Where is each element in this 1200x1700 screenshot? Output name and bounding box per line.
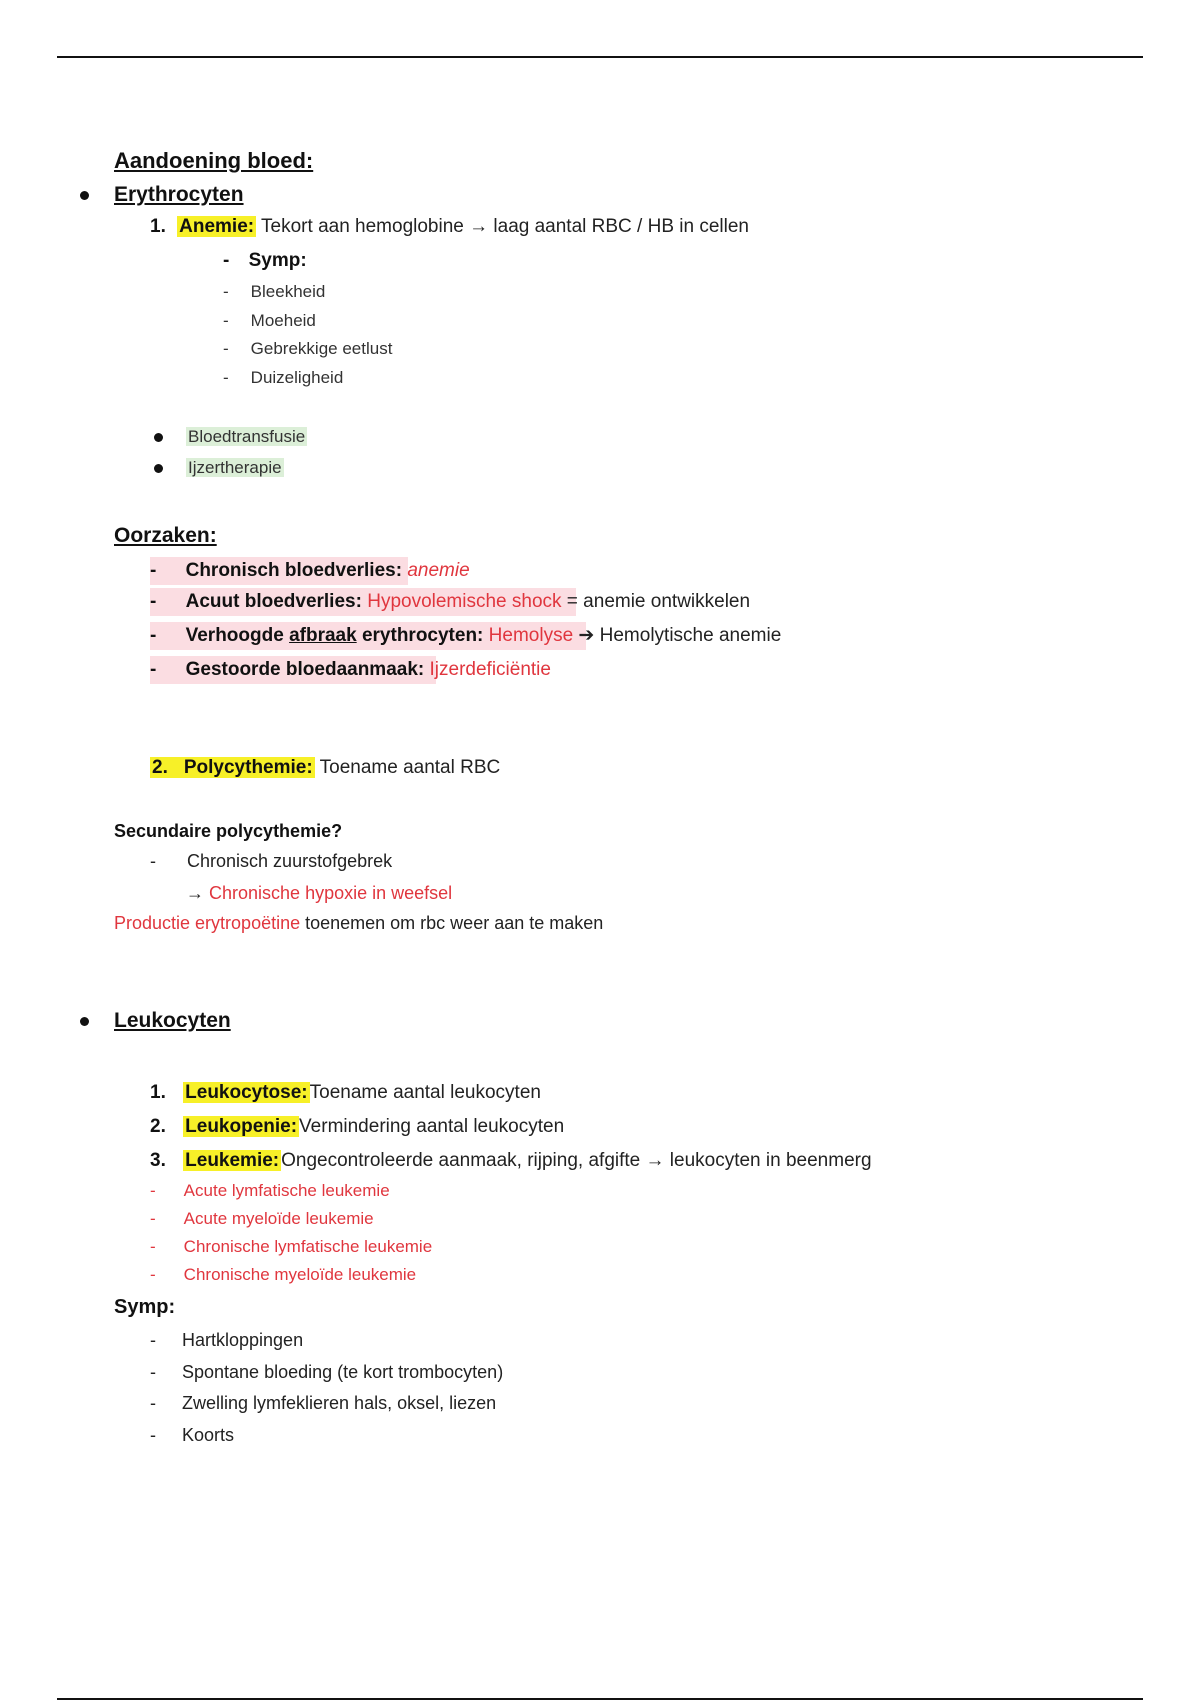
polycythemie-desc: Toename aantal RBC — [319, 757, 501, 778]
list-item: - Spontane bloeding (te kort trombocyten) — [150, 1362, 504, 1382]
bullet-icon — [154, 433, 163, 442]
leukemie-type: - Chronische lymfatische leukemie — [150, 1237, 433, 1256]
polycythemie-item — [150, 755, 500, 781]
treatment-item: Bloedtransfusie — [188, 427, 306, 446]
arrow-icon: → — [186, 883, 204, 903]
arrow-item: → Chronische hypoxie in weefsel — [186, 883, 453, 903]
treatment-item: Ijzertherapie — [188, 458, 282, 477]
oorzaken-heading: Oorzaken: — [114, 524, 217, 547]
leukemie-type: - Acute myeloïde leukemie — [150, 1209, 374, 1228]
oorzaak-item: - Chronisch bloedverlies: anemie — [150, 560, 470, 581]
oorzaak-item: - Gestoorde bloedaanmaak: Ijzerdeficiëntie — [150, 659, 551, 680]
header-rule — [57, 56, 1143, 58]
list-item: - Zwelling lymfeklieren hals, oksel, liezen — [150, 1393, 497, 1413]
bullet-icon — [154, 464, 163, 473]
productie-line: Productie erytropoëtine toenemen om rbc weer aan te maken — [114, 913, 604, 933]
anemie-term: Anemie: — [179, 216, 255, 237]
list-item: - Koorts — [150, 1425, 235, 1445]
dash: - — [223, 250, 230, 271]
polycythemie-term: Polycythemie: — [172, 757, 315, 778]
section-heading-leukocyten: Leukocyten — [114, 1009, 231, 1032]
list-item: - Moeheid — [223, 311, 316, 330]
symp-label: - Symp: — [223, 250, 307, 271]
list-item: - Duizeligheid — [223, 368, 344, 387]
anemie-desc: Tekort aan hemoglobine → laag aantal RBC / HB in cellen — [261, 216, 749, 237]
bullet-icon — [80, 1017, 89, 1026]
leuko-item: 3. Leukemie: Ongecontroleerde aanmaak, rijping, afgifte → leukocyten in beenmerg — [150, 1150, 872, 1171]
section-heading-erythrocyten: Erythrocyten — [114, 183, 244, 206]
leukemie-type: - Chronische myeloïde leukemie — [150, 1265, 417, 1284]
oorzaak-item: - Verhoogde afbraak erythrocyten: Hemolyse ➔ Hemolytische anemie — [150, 625, 782, 646]
anemie-num: 1. — [150, 216, 166, 237]
leuko-item: 2. Leukopenie: Vermindering aantal leukocyten — [150, 1116, 565, 1137]
oorzaak-item: - Acuut bloedverlies: Hypovolemische shock = anemie ontwikkelen — [150, 591, 751, 612]
leukemie-type: - Acute lymfatische leukemie — [150, 1181, 390, 1200]
bullet-icon — [80, 191, 89, 200]
list-item: - Chronisch zuurstofgebrek — [150, 851, 393, 871]
list-item: - Gebrekkige eetlust — [223, 339, 393, 358]
list-item: - Bleekheid — [223, 282, 326, 301]
polycythemie-num: 2. — [150, 757, 172, 778]
secundair-heading: Secundaire polycythemie? — [114, 821, 343, 841]
leuko-item: 1. Leukocytose: Toename aantal leukocyten — [150, 1082, 541, 1103]
list-item: - Hartkloppingen — [150, 1330, 304, 1350]
symp-label-leuko: Symp: — [114, 1296, 176, 1318]
anemie-item — [150, 214, 749, 240]
page-title: Aandoening bloed: — [114, 148, 314, 173]
